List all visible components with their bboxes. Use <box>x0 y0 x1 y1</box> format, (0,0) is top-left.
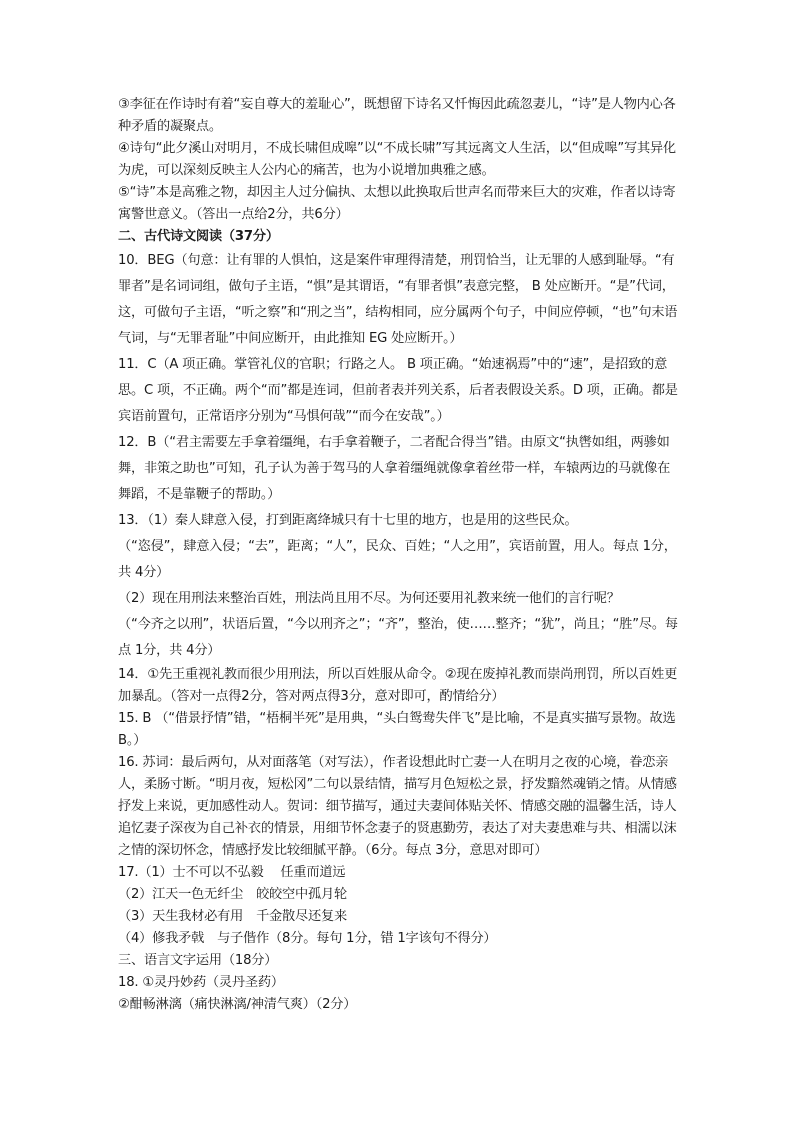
answer-item: 14．①先王重视礼教而很少用刑法，所以百姓服从命令。②现在废掉礼教而崇尚刑罚，所以百姓更加暴乱。（答对一点得2分，答对两点得3分，意对即可，酌情给分） <box>118 667 678 704</box>
answer-document <box>118 94 678 1016</box>
answer-item: （3）天生我材必有用 千金散尽还复来 <box>118 909 347 924</box>
answer-item: （2）江天一色无纤尘 皎皎空中孤月轮 <box>118 887 347 902</box>
answer-item: （“恣侵”，肆意入侵；“去”，距离；“人”，民众、百姓；“人之用”，宾语前置，用人。每点 1分，共 4分） <box>118 539 677 580</box>
section-heading: 二、古代诗文阅读（37分） <box>118 229 279 244</box>
answer-item: （2）现在用刑法来整治百姓，刑法尚且用不尽。为何还要用礼教来统一他们的言行呢？ <box>118 591 620 606</box>
answer-item: 17.（1）士不可以不弘毅 任重而道远 <box>118 865 346 880</box>
answer-item: 10．BEG（句意：让有罪的人惧怕，这是案件审理得清楚，刑罚恰当，让无罪的人感到耻辱。“有罪者”是名词词组，做句子主语，“惧”是其谓语，“有罪者惧”表意完整， B 处应断开。“是”代词，这，可做句子主语，“听之察”和“刑之当”，结构相同，应分属两个句子，中间应停顿，“也”句末语气词，与“无罪者耻”中间应断开，由此推知 EG 处应断开。） <box>118 253 678 346</box>
answer-item: 13．（1）秦人肆意入侵，打到距离绛城只有十七里的地方，也是用的这些民众。 <box>118 513 578 528</box>
answer-item: 12．B（“君主需要左手拿着缰绳，右手拿着鞭子，二者配合得当”错。由原文“执辔如组，两骖如舞，非策之助也”可知，孔子认为善于驾马的人拿着缰绳就像拿着丝带一样，车辕两边的马就像在舞蹈，不是靠鞭子的帮助。） <box>118 435 671 502</box>
answer-paragraph: ⑤“诗”本是高雅之物，却因主人过分偏执、太想以此换取后世声名而带来巨大的灾难，作者以诗寄寓警世意义。（答出一点给2分，共6分） <box>118 185 676 222</box>
answer-paragraph: ③李征在作诗时有着“妄自尊大的羞耻心”，既想留下诗名又忏悔因此疏忽妻儿，“诗”是人物内心各种矛盾的凝聚点。 <box>118 97 676 134</box>
answer-item: 18. ①灵丹妙药（灵丹圣药） <box>118 975 284 990</box>
answer-item: 16. 苏词：最后两句，从对面落笔（对写法），作者设想此时亡妻一人在明月之夜的心境，眷恋亲人，柔肠寸断。“明月夜，短松冈”二句以景结情，描写月色短松之景，抒发黯然魂销之情。从情感抒发上来说，更加感性动人。贺词：细节描写，通过夫妻间体贴关怀、情感交融的温馨生活，诗人追忆妻子深夜为自己补衣的情景，用细节怀念妻子的贤惠勤劳，表达了对夫妻患难与共、相濡以沫之情的深切怀念，情感抒发比较细腻平静。（6分。每点 3分，意思对即可） <box>118 755 677 858</box>
section-heading: 三、语言文字运用（18分） <box>118 953 278 968</box>
answer-item: （4）修我矛戟 与子偕作（8分。每句 1分，错 1字该句不得分） <box>118 931 497 946</box>
answer-item: 15. B （“借景抒情”错，“梧桐半死”是用典，“头白鸳鸯失伴飞”是比喻，不是真实描写景物。故选 B。） <box>118 711 676 748</box>
answer-item: （“今齐之以刑”，状语后置，“今以刑齐之”；“齐”，整治，使……整齐；“犹”，尚且；“胜”尽。每点 1分，共 4分） <box>118 617 678 658</box>
answer-item: 11．C（A 项正确。掌管礼仪的官职；行路之人。 B 项正确。“始速祸焉”中的“速”，是招致的意思。C 项，不正确。两个“而”都是连词，但前者表并列关系，后者表假设关系。D 项，正确。都是宾语前置句，正常语序分别为“马惧何哉”“而今在安哉”。） <box>118 357 678 424</box>
answer-paragraph: ④诗句“此夕溪山对明月，不成长啸但成嗥”以“不成长啸”写其远离文人生活，以“但成嗥”写其异化为虎，可以深刻反映主人公内心的痛苦，也为小说增加典雅之感。 <box>118 141 676 178</box>
answer-item: ②酣畅淋漓（痛快淋漓/神清气爽）（2分） <box>118 997 357 1012</box>
